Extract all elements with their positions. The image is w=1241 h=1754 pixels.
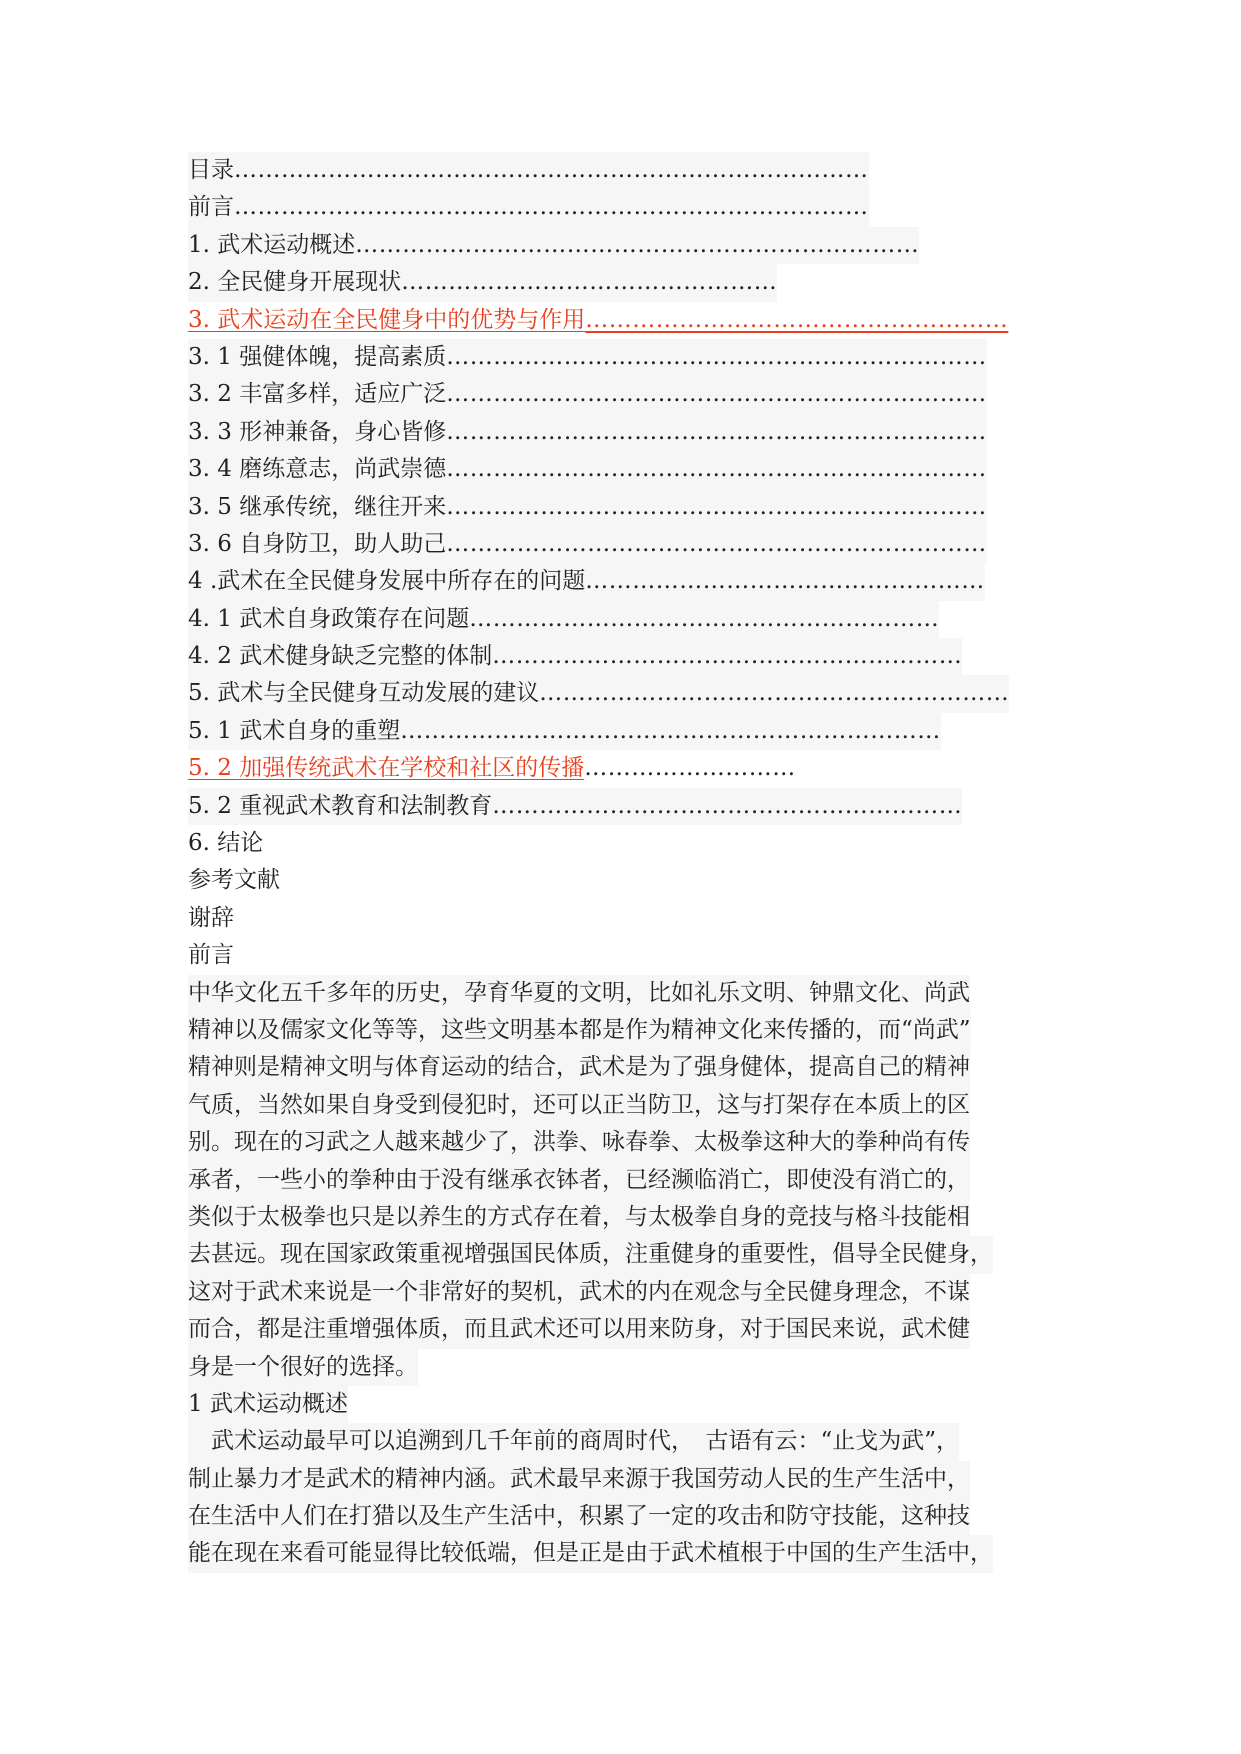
toc-leader: …………………………………………………… xyxy=(492,643,963,670)
paragraph-line: 能在现在来看可能显得比较低端，但是正是由于武术植根于中国的生产生活中， xyxy=(188,1535,993,1572)
toc-label: 4. 2 武术健身缺乏完整的体制 xyxy=(188,643,493,670)
toc-label: 2. 全民健身开展现状 xyxy=(188,269,402,296)
paragraph-line: 承者，一些小的拳种由于没有继承衣钵者，已经濒临消亡，即使没有消亡的， xyxy=(188,1162,970,1199)
paragraph-line: 在生活中人们在打猎以及生产生活中，积累了一定的攻击和防守技能，这种技 xyxy=(188,1498,970,1535)
toc-label: 5. 2 重视武术教育和法制教育 xyxy=(188,792,493,819)
section-paragraph xyxy=(188,1423,1088,1573)
toc-leader: …………………………………………………… xyxy=(469,605,940,632)
paragraph-line: 精神以及儒家文化等等，这些文明基本都是作为精神文化来传播的，而“尚武” xyxy=(188,1012,971,1049)
toc-leader: …………………………………………………………… xyxy=(446,530,987,557)
toc-entry[interactable] xyxy=(188,788,962,825)
toc-leader: ……………………………………………………………………… xyxy=(234,194,869,221)
toc-leader: ……………………………………………………………… xyxy=(355,231,920,258)
table-of-contents xyxy=(188,152,1241,937)
toc-leader: …………………………………………………… xyxy=(539,680,1010,707)
toc-entry-acknowledgements[interactable]: 谢辞 xyxy=(188,904,234,931)
paragraph-line: 精神则是精神文明与体育运动的结合，武术是为了强身健体，提高自己的精神 xyxy=(188,1049,970,1086)
toc-label: 3. 5 继承传统，继往开来 xyxy=(188,493,447,520)
toc-entry-conclusion[interactable]: 6. 结论 xyxy=(188,830,264,857)
paragraph-line: 制止暴力才是武术的精神内涵。武术最早来源于我国劳动人民的生产生活中， xyxy=(188,1461,970,1498)
toc-leader: …………………………………………………………… xyxy=(446,493,987,520)
toc-leader: ………………………………………… xyxy=(401,269,778,296)
paragraph-line: 气质，当然如果自身受到侵犯时，还可以正当防卫，这与打架存在本质上的区 xyxy=(188,1087,970,1124)
paragraph-line: 类似于太极拳也只是以养生的方式存在着，与太极拳自身的竞技与格斗技能相 xyxy=(188,1199,970,1236)
toc-entry[interactable] xyxy=(188,152,869,189)
toc-entry[interactable] xyxy=(188,339,987,376)
toc-label: 5. 1 武术自身的重塑 xyxy=(188,717,401,744)
toc-leader: …………………………………………………………… xyxy=(446,418,987,445)
toc-label: 4 .武术在全民健身发展中所存在的问题 xyxy=(188,568,586,595)
toc-label: 3. 武术运动在全民健身中的优势与作用 xyxy=(188,306,586,333)
toc-entry-highlighted[interactable] xyxy=(188,750,796,787)
paragraph-line: 这对于武术来说是一个非常好的契机，武术的内在观念与全民健身理念，不谋 xyxy=(188,1274,970,1311)
toc-entry[interactable] xyxy=(188,264,777,301)
toc-leader: …………………………………………………………… xyxy=(446,456,987,483)
toc-entry[interactable] xyxy=(188,713,941,750)
toc-leader: …………………………………………… xyxy=(585,568,985,595)
paragraph-line: 而合，都是注重增强体质，而且武术还可以用来防身，对于国民来说，武术健 xyxy=(188,1311,970,1348)
toc-leader: …………………………………………………………… xyxy=(446,343,987,370)
paragraph-line: 中华文化五千多年的历史，孕育华夏的文明，比如礼乐文明、钟鼎文化、尚武 xyxy=(188,975,970,1012)
toc-label: 目录 xyxy=(188,157,234,183)
toc-leader: ……………………… xyxy=(584,755,796,782)
toc-entry[interactable] xyxy=(188,601,939,638)
toc-label: 3. 4 磨练意志，尚武崇德 xyxy=(188,456,447,483)
paragraph-line: 身是一个很好的选择。 xyxy=(188,1349,418,1386)
toc-entry[interactable] xyxy=(188,451,987,488)
toc-label: 3. 1 强健体魄，提高素质 xyxy=(188,343,447,370)
toc-label: 3. 2 丰富多样，适应广泛 xyxy=(188,381,447,408)
toc-entry[interactable] xyxy=(188,414,987,451)
paragraph-line: 武术运动最早可以追溯到几千年前的商周时代， 古语有云：“止戈为武”， xyxy=(188,1423,959,1460)
paragraph-line: 别。现在的习武之人越来越少了，洪拳、咏春拳、太极拳这种大的拳种尚有传 xyxy=(188,1124,970,1161)
toc-label: 4. 1 武术自身政策存在问题 xyxy=(188,605,470,632)
toc-leader: …………………………………………………………… xyxy=(400,717,941,744)
toc-label: 3. 6 自身防卫，助人助己 xyxy=(188,530,447,557)
toc-label: 5. 武术与全民健身互动发展的建议 xyxy=(188,680,540,707)
toc-entry[interactable] xyxy=(188,563,985,600)
toc-leader: …………………………………………………… xyxy=(492,792,963,819)
toc-leader: …………………………………………………………… xyxy=(446,381,987,408)
toc-leader: ……………………………………………… xyxy=(585,306,1009,333)
paragraph-line: 去甚远。现在国家政策重视增强国民体质，注重健身的重要性，倡导全民健身， xyxy=(188,1236,993,1273)
section-heading: 1 武术运动概述 xyxy=(188,1386,348,1423)
toc-entry[interactable] xyxy=(188,376,987,413)
toc-label: 前言 xyxy=(188,194,234,221)
toc-entry-highlighted[interactable] xyxy=(188,302,1008,339)
toc-label: 3. 3 形神兼备，身心皆修 xyxy=(188,418,447,445)
toc-entry-references[interactable]: 参考文献 xyxy=(188,867,280,894)
preface-paragraph xyxy=(188,975,1088,1386)
toc-entry[interactable] xyxy=(188,489,987,526)
toc-leader: ……………………………………………………………………… xyxy=(234,157,869,183)
preface-heading: 前言 xyxy=(188,942,234,969)
toc-entry[interactable] xyxy=(188,675,1009,712)
toc-label: 1. 武术运动概述 xyxy=(188,231,356,258)
toc-entry[interactable] xyxy=(188,638,962,675)
toc-entry[interactable] xyxy=(188,526,987,563)
toc-entry[interactable] xyxy=(188,227,919,264)
toc-label: 5. 2 加强传统武术在学校和社区的传播 xyxy=(188,755,585,782)
toc-entry[interactable] xyxy=(188,189,869,226)
